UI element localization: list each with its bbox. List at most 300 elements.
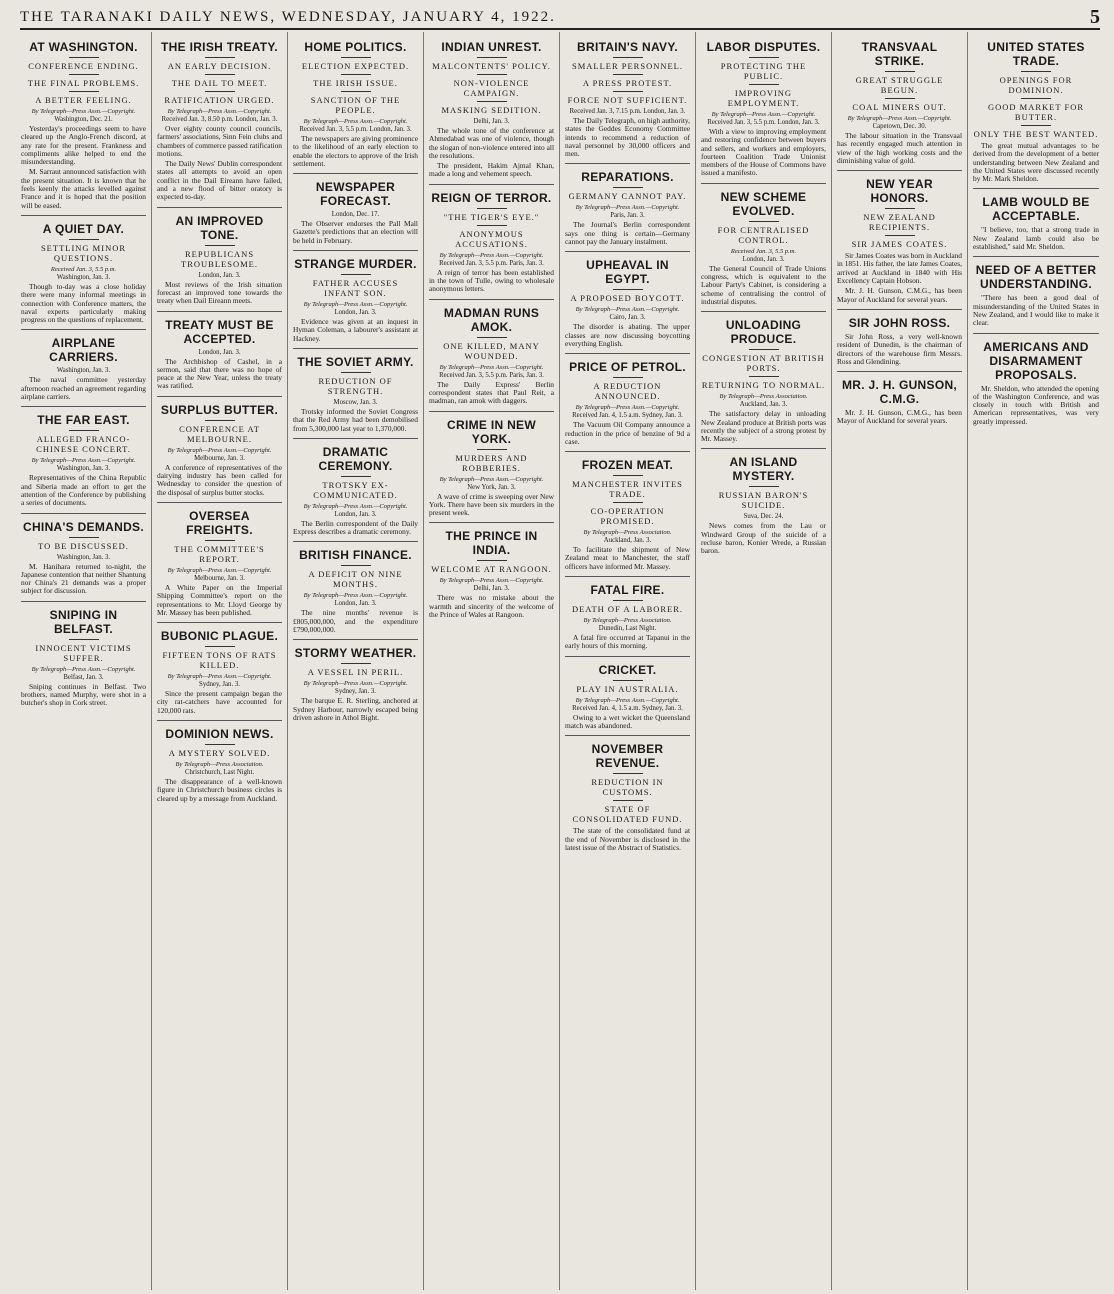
press-credit: By Telegraph—Press Assn.—Copyright. <box>575 404 680 412</box>
press-credit: By Telegraph—Press Assn.—Copyright. <box>167 108 272 115</box>
dateline: Auckland, Jan. 3. <box>603 537 652 545</box>
article-paragraph: Owing to a wet wicket the Queensland match was abandoned. <box>565 712 690 730</box>
article-headline: DOMINION NEWS. <box>165 727 274 742</box>
article-paragraph: Sir John Ross, a very well-known resident of Dunedin, is the chairman of directors of the warehouse firm Messrs. Ross and Glendining. <box>837 331 962 366</box>
divider <box>341 372 371 373</box>
divider <box>565 251 690 252</box>
press-credit: By Telegraph—Press Assn.—Copyright. <box>303 502 408 510</box>
article-headline: AN ISLAND MYSTERY. <box>729 455 798 484</box>
article-headline: BRITAIN'S NAVY. <box>577 40 678 54</box>
press-credit: By Telegraph—Press Assn.—Copyright. <box>439 363 544 371</box>
article-headline: REIGN OF TERROR. <box>431 190 552 205</box>
article-paragraph: The General Council of Trade Unions congress, which is equivalent to the Labour Party's Cabinet, is considering a scheme of centralising the control of industrial disputes. <box>701 263 826 306</box>
divider <box>429 184 554 185</box>
press-credit: By Telegraph—Press Association. <box>175 761 264 769</box>
article-paragraph: With a view to improving employment and restoring confidence between buyers and sellers, and workers and employers, fourteen Coalition Trade Unionist members of the House of Commons have issued a manifesto. <box>701 127 826 178</box>
columns <box>16 32 1104 1290</box>
article-subheading: RETURNING TO NORMAL. <box>701 380 826 391</box>
article-headline: BUBONIC PLAGUE. <box>160 629 279 644</box>
column-8 <box>968 32 1104 1290</box>
press-credit: By Telegraph—Press Assn.—Copyright. <box>31 108 136 115</box>
article-subheading: CONFERENCE ENDING. <box>28 61 139 71</box>
divider <box>613 680 643 681</box>
divider <box>749 486 779 487</box>
article-subheading: SMALLER PERSONNEL. <box>571 61 684 71</box>
divider <box>749 84 779 85</box>
dateline: Washington, Jan. 3. <box>56 273 111 281</box>
article-subheading: A VESSEL IN PERIL. <box>307 667 404 678</box>
column-6 <box>696 32 832 1290</box>
article <box>565 251 690 348</box>
divider <box>205 540 235 541</box>
article-subheading: GERMANY CANNOT PAY. <box>568 191 687 202</box>
divider <box>429 411 554 412</box>
divider <box>837 309 962 310</box>
article-subheading: MASKING SEDITION. <box>441 105 542 115</box>
press-credit: By Telegraph—Press Assn.—Copyright. <box>31 665 136 673</box>
article-paragraph: The Vacuum Oil Company announce a reduction in the price of benzine of 9d a case. <box>565 420 690 446</box>
article-subheading: "THE TIGER'S EYE." <box>443 211 540 222</box>
article-headline: THE IRISH TREATY. <box>161 40 278 54</box>
article-headline: HOME POLITICS. <box>304 40 407 54</box>
divider <box>613 377 643 378</box>
divider <box>749 376 779 377</box>
article-paragraph: A wave of crime is sweeping over New York. There have been six murders in the present week. <box>429 491 554 518</box>
article-subheading: AN EARLY DECISION. <box>167 61 272 71</box>
article-headline: THE SOVIET ARMY. <box>297 354 414 369</box>
article-subheading: OPENINGS FOR DOMINION. <box>999 75 1073 95</box>
dateline: Received Jan. 3, 5.5 p.m. London, Jan. 3. <box>707 119 820 126</box>
press-credit: By Telegraph—Press Assn.—Copyright. <box>167 566 272 574</box>
article-paragraph: The state of the consolidated fund at the end of November is disclosed in the latest issue of the Abstract of Statistics. <box>565 826 690 852</box>
divider <box>69 639 99 640</box>
article-headline: CHINA'S DEMANDS. <box>23 519 144 534</box>
article <box>429 184 554 294</box>
article-subheading: REDUCTION IN CUSTOMS. <box>591 777 664 798</box>
article <box>565 163 690 246</box>
article-paragraph: A White Paper on the Imperial Shipping Committee's report on the representations to Mr. Lloyd George by Mr. Massey has been published. <box>157 582 282 617</box>
divider <box>477 449 507 450</box>
article-paragraph: The Berlin correspondent of the Daily Express describes a dramatic ceremony. <box>293 518 418 537</box>
article-subheading: IMPROVING EMPLOYMENT. <box>727 88 800 108</box>
article-subheading: PLAY IN AUSTRALIA. <box>576 683 679 694</box>
dateline: Washington, Jan. 3. <box>56 367 111 375</box>
article-paragraph: Mr. Sheldon, who attended the opening of the Washington Conference, and was closely in touch with British and American representatives, was very greatly impressed. <box>973 383 1099 426</box>
article-headline: MR. J. H. GUNSON, C.M.G. <box>841 378 958 407</box>
article-paragraph: Sniping continues in Belfast. Two brothers, named Murphy, were shot in a butcher's shop in Cork street. <box>21 681 146 708</box>
divider <box>157 622 282 623</box>
dateline: Moscow, Jan. 3. <box>333 398 378 406</box>
dateline: Suva, Dec. 24. <box>743 513 784 521</box>
press-credit: By Telegraph—Press Association. <box>583 529 672 537</box>
press-credit: By Telegraph—Press Assn.—Copyright. <box>303 592 408 600</box>
divider <box>749 221 779 222</box>
divider <box>69 74 99 75</box>
article-paragraph: Sir James Coates was born in Auckland in 1851. His father, the late James Coates, arrived at Auckland in 1840 with His Excellency Captain Hobson. <box>837 251 963 286</box>
press-credit: By Telegraph—Press Association. <box>583 617 672 625</box>
divider <box>157 207 282 208</box>
article <box>429 411 554 518</box>
press-credit: By Telegraph—Press Assn.—Copyright. <box>303 118 408 125</box>
article <box>293 348 418 433</box>
article-headline: INDIAN UNREST. <box>441 40 542 54</box>
article-headline: DRAMATIC CEREMONY. <box>318 444 393 473</box>
article-subheading: GREAT STRUGGLE BEGUN. <box>855 75 944 95</box>
article-headline: BRITISH FINANCE. <box>299 548 412 563</box>
dateline: Delhi, Jan. 3. <box>473 585 510 593</box>
article-paragraph: To facilitate the shipment of New Zealand meat to Manchester, the staff officers have informed Mr. Massey. <box>565 545 690 571</box>
divider <box>701 311 826 312</box>
article <box>157 622 282 715</box>
article-paragraph: The great mutual advantages to be derived from the development of a better understanding between New Zealand and the United States were discussed recently by Mr. Mark Sheldon. <box>973 141 1099 184</box>
article-headline: CRICKET. <box>598 662 657 677</box>
masthead-title: THE TARANAKI DAILY NEWS, WEDNESDAY, JANUARY 4, 1922. <box>20 8 556 25</box>
dateline: London, Dec. 17. <box>331 211 380 219</box>
divider <box>613 475 643 476</box>
article <box>21 601 146 708</box>
divider <box>477 208 507 209</box>
press-credit: Received Jan. 3, 5.5 p.m. <box>730 247 797 255</box>
article-headline: NEWSPAPER FORECAST. <box>315 180 396 209</box>
article-subheading: INNOCENT VICTIMS SUFFER. <box>35 642 132 663</box>
divider <box>205 420 235 421</box>
article-headline: FATAL FIRE. <box>590 583 665 598</box>
article-subheading: STATE OF CONSOLIDATED FUND. <box>572 804 683 825</box>
article-headline: THE PRINCE IN INDIA. <box>445 529 538 558</box>
article-paragraph: A reign of terror has been established in the town of Tulle, owing to wholesale anonymous letters. <box>429 267 554 294</box>
divider <box>341 663 371 664</box>
article-headline: UNITED STATES TRADE. <box>987 40 1085 68</box>
article-subheading: PROTECTING THE PUBLIC. <box>720 61 807 81</box>
dateline: Belfast, Jan. 3. <box>63 673 104 681</box>
article <box>21 406 146 507</box>
article-headline: THE FAR EAST. <box>37 413 130 428</box>
article-subheading: FORCE NOT SUFFICIENT. <box>567 95 688 105</box>
article-subheading: ALLEGED FRANCO-CHINESE CONCERT. <box>36 434 131 455</box>
article-subheading: MALCONTENTS' POLICY. <box>432 61 551 71</box>
article <box>157 40 282 202</box>
article <box>293 438 418 537</box>
article <box>293 40 418 168</box>
dateline: Washington, Jan. 3. <box>56 553 111 561</box>
divider <box>341 565 371 566</box>
divider <box>565 576 690 577</box>
article-headline: NOVEMBER REVENUE. <box>591 742 664 771</box>
column-4 <box>424 32 560 1290</box>
article-subheading: MANCHESTER INVITES TRADE. <box>572 479 683 500</box>
column-3 <box>288 32 424 1290</box>
article-subheading: THE DAIL TO MEET. <box>171 78 268 88</box>
article <box>973 333 1099 426</box>
article-paragraph: The Daily Express' Berlin correspondent states that Paul Reit, a madman, ran amok with daggers. <box>429 379 554 406</box>
press-credit: By Telegraph—Press Assn.—Copyright. <box>303 680 408 688</box>
press-credit: By Telegraph—Press Association. <box>719 393 808 401</box>
article-subheading: SIR JAMES COATES. <box>851 239 948 250</box>
divider <box>341 74 371 75</box>
divider <box>205 646 235 647</box>
article-subheading: A BETTER FEELING. <box>35 95 132 105</box>
divider <box>477 337 507 338</box>
article-subheading: THE COMMITTEE'S REPORT. <box>174 543 265 564</box>
divider <box>293 541 418 542</box>
article-subheading: A REDUCTION ANNOUNCED. <box>593 381 662 402</box>
article-subheading: ONE KILLED, MANY WOUNDED. <box>443 340 540 361</box>
column-2 <box>152 32 288 1290</box>
article <box>565 353 690 446</box>
divider <box>21 215 146 216</box>
press-credit: By Telegraph—Press Assn.—Copyright. <box>439 251 544 259</box>
article-headline: MADMAN RUNS AMOK. <box>443 305 540 334</box>
press-credit: By Telegraph—Press Assn.—Copyright. <box>439 475 544 483</box>
dateline: Received Jan. 4, 1.5 a.m. Sydney, Jan. 3. <box>572 704 683 712</box>
article-headline: LAMB WOULD BE ACCEPTABLE. <box>982 195 1090 224</box>
divider <box>973 256 1099 257</box>
press-credit: By Telegraph—Press Assn.—Copyright. <box>847 115 952 122</box>
article-subheading: THE IRISH ISSUE. <box>313 78 398 88</box>
divider <box>565 735 690 736</box>
divider <box>837 371 962 372</box>
dateline: London, Jan. 3. <box>334 510 377 518</box>
divider <box>613 74 643 75</box>
divider <box>429 299 554 300</box>
divider <box>885 71 915 72</box>
article <box>429 299 554 406</box>
divider <box>613 187 643 188</box>
article-subheading: FIFTEEN TONS OF RATS KILLED. <box>162 650 277 671</box>
divider <box>613 91 643 92</box>
article <box>157 396 282 497</box>
article-headline: AN IMPROVED TONE. <box>175 213 264 242</box>
divider <box>613 57 643 58</box>
article-subheading: DEATH OF A LABORER. <box>571 604 684 615</box>
article <box>21 329 146 401</box>
dateline: New York, Jan. 3. <box>467 483 516 491</box>
article-subheading: ONLY THE BEST WANTED. <box>973 129 1099 139</box>
divider <box>293 639 418 640</box>
article-headline: CRIME IN NEW YORK. <box>447 417 536 446</box>
article-paragraph: The nine months' revenue is £805,000,000, and the expenditure £790,000,000. <box>293 608 418 635</box>
article <box>429 40 554 179</box>
article-subheading: ELECTION EXPECTED. <box>301 61 410 71</box>
press-credit: By Telegraph—Press Assn.—Copyright. <box>167 446 272 454</box>
divider <box>69 430 99 431</box>
divider <box>293 250 418 251</box>
article-paragraph: The barque E. R. Sterling, anchored at Sydney Harbour, narrowly escaped being driven ashore in Athol Bight. <box>293 696 418 722</box>
article-headline: UNLOADING PRODUCE. <box>725 318 802 347</box>
article-subheading: FOR CENTRALISED CONTROL. <box>717 224 810 245</box>
dateline: Cairo, Jan. 3. <box>609 314 646 322</box>
article-paragraph: Most reviews of the Irish situation forecast an improved tone towards the treaty when Dail Eireann meets. <box>157 279 282 306</box>
divider <box>613 800 643 801</box>
dateline: Received Jan. 3, 8.50 p.m. London, Jan. 3. <box>161 116 278 123</box>
article <box>701 311 826 443</box>
divider <box>69 239 99 240</box>
divider <box>293 348 418 349</box>
article-paragraph: M. Hanihara returned to-night, the Japanese contention that neither Shantung nor China's 21 demands was a proper subject for discussion. <box>21 561 146 596</box>
article-paragraph: The naval committee yesterday afternoon reached an agreement regarding airplane carriers. <box>21 375 146 402</box>
article-headline: AIRPLANE CARRIERS. <box>49 336 118 365</box>
article-paragraph: The Daily News' Dublin correspondent states all attempts to avoid an open conflict in the Dail Eireann have failed, and a new flood of bitter oratory is expected to-day. <box>157 159 282 202</box>
article-headline: AT WASHINGTON. <box>29 40 138 54</box>
article <box>565 735 690 852</box>
divider <box>749 57 779 58</box>
article-paragraph: The disappearance of a well-known figure in Christchurch business circles is cleared up by a message from Auckland. <box>157 777 282 803</box>
dateline: London, Jan. 3. <box>334 600 377 608</box>
divider <box>565 656 690 657</box>
article-headline: TRANSVAAL STRIKE. <box>861 40 938 68</box>
article-paragraph: A fatal fire occurred at Tapanui in the early hours of this morning. <box>565 633 690 651</box>
article-subheading: GOOD MARKET FOR BUTTER. <box>987 102 1085 122</box>
dateline: Melbourne, Jan. 3. <box>194 454 245 462</box>
article <box>565 451 690 571</box>
dateline: Melbourne, Jan. 3. <box>194 574 245 582</box>
divider <box>477 560 507 561</box>
dateline: Received Jan. 3, 5.5 p.m. Paris, Jan. 3. <box>439 259 544 267</box>
divider <box>205 245 235 246</box>
article-paragraph: Since the present campaign began the city rat-catchers have accounted for 120,000 rats. <box>157 689 282 715</box>
article <box>21 215 146 324</box>
divider <box>205 57 235 58</box>
article <box>293 250 418 343</box>
article <box>429 522 554 619</box>
divider <box>205 74 235 75</box>
dateline: Delhi, Jan. 3. <box>473 118 510 125</box>
divider <box>293 438 418 439</box>
article-paragraph: Evidence was given at an inquest in Hyman Coleman, a labourer's assistant at Hackney. <box>293 317 418 343</box>
article-headline: TREATY MUST BE ACCEPTED. <box>165 317 274 346</box>
divider <box>477 101 507 102</box>
article-paragraph: Representatives of the China Republic and Siberia made an effort to get the attention of the Conference by publishing a series of documents. <box>21 473 146 508</box>
divider <box>341 57 371 58</box>
divider <box>69 91 99 92</box>
article <box>293 173 418 245</box>
article-paragraph: The labour situation in the Transvaal has recently engaged much attention in view of the high working costs and the diminishing value of gold. <box>837 131 962 165</box>
divider <box>429 522 554 523</box>
dateline: London, Jan. 3. <box>334 309 377 317</box>
article-subheading: CONGESTION AT BRITISH PORTS. <box>702 353 825 374</box>
divider <box>613 289 643 290</box>
dateline: Sydney, Jan. 3. <box>199 681 240 689</box>
article <box>565 576 690 651</box>
divider <box>885 235 915 236</box>
divider <box>613 773 643 774</box>
dateline: Paris, Jan. 3. <box>610 212 645 220</box>
divider <box>701 183 826 184</box>
article-subheading: REDUCTION OF STRENGTH. <box>318 375 393 396</box>
divider <box>157 311 282 312</box>
article-paragraph: The newspapers are giving prominence to the likelihood of an early election to enable the electors to approve of the Irish settlement. <box>293 134 418 168</box>
divider <box>973 188 1099 189</box>
article <box>157 311 282 391</box>
article-subheading: NON-VIOLENCE CAMPAIGN. <box>453 78 530 98</box>
divider <box>21 601 146 602</box>
divider <box>613 600 643 601</box>
article <box>837 170 962 304</box>
article-subheading: RATIFICATION URGED. <box>164 95 275 105</box>
article-subheading: SANCTION OF THE PEOPLE. <box>310 95 401 115</box>
article-headline: SIR JOHN ROSS. <box>848 315 951 330</box>
press-credit: By Telegraph—Press Assn.—Copyright. <box>575 204 680 212</box>
article-headline: UPHEAVAL IN EGYPT. <box>586 258 669 287</box>
article-subheading: RUSSIAN BARON'S SUICIDE. <box>718 490 809 511</box>
article <box>973 188 1099 251</box>
article-subheading: A DEFICIT ON NINE MONTHS. <box>308 569 403 590</box>
article-subheading: COAL MINERS OUT. <box>852 102 947 112</box>
article-headline: PRICE OF PETROL. <box>569 360 686 375</box>
article <box>837 40 962 165</box>
article <box>21 40 146 210</box>
divider <box>341 274 371 275</box>
article-paragraph: Trotsky informed the Soviet Congress that the Red Army had been demobilised from 5,300,000 last year to 1,370,000. <box>293 406 418 433</box>
article-subheading: FATHER ACCUSES INFANT SON. <box>312 278 399 299</box>
dateline: Capetown, Dec. 30. <box>872 123 927 130</box>
divider <box>973 333 1099 334</box>
article-paragraph: The Observer endorses the Pall Mall Gazette's predictions that an election will be held in February. <box>293 219 418 245</box>
article-paragraph: A conference of representatives of the dairying industry has been called for Wednesday to consider the question of the disposal of surplus butter stocks. <box>157 462 282 497</box>
dateline: London, Jan. 3. <box>198 271 241 279</box>
column-7 <box>832 32 968 1290</box>
divider <box>341 476 371 477</box>
article-subheading: TO BE DISCUSSED. <box>38 540 129 551</box>
divider <box>157 396 282 397</box>
divider <box>565 163 690 164</box>
divider <box>21 513 146 514</box>
divider <box>1021 71 1051 72</box>
divider <box>885 98 915 99</box>
divider <box>69 57 99 58</box>
dateline: Received Jan. 3, 7.15 p.m. London, Jan. 3. <box>569 108 686 115</box>
article-headline: NEED OF A BETTER UNDERSTANDING. <box>975 263 1097 292</box>
press-credit: By Telegraph—Press Assn.—Copyright. <box>575 306 680 314</box>
article-subheading: CO-OPERATION PROMISED. <box>590 506 665 527</box>
article-headline: NEW YEAR HONORS. <box>866 177 933 206</box>
article-subheading: MURDERS AND ROBBERIES. <box>455 452 528 473</box>
article-headline: AMERICANS AND DISARMAMENT PROPOSALS. <box>983 339 1089 382</box>
article-headline: STRANGE MURDER. <box>294 257 417 272</box>
article-subheading: A PRESS PROTEST. <box>582 78 673 88</box>
article-subheading: THE FINAL PROBLEMS. <box>27 78 140 88</box>
article <box>565 656 690 731</box>
article-paragraph: Though to-day was a close holiday there were many informal meetings in connection with Conference matters, the naval experts particularly making progress on the questions of replacement. <box>21 281 146 325</box>
article-paragraph: The president, Hakim Ajmal Khan, made a long and vehement speech. <box>429 161 554 179</box>
press-credit: By Telegraph—Press Assn.—Copyright. <box>167 673 272 681</box>
article-paragraph: The disorder is abating. The upper classes are now discussing boycotting everything English. <box>565 322 690 348</box>
article-paragraph: The satisfactory delay in unloading New Zealand produce at British ports was recently the subject of a strong protest by Mr. Massey. <box>701 409 826 444</box>
article-subheading: NEW ZEALAND RECIPIENTS. <box>863 212 936 233</box>
divider <box>477 57 507 58</box>
divider <box>701 448 826 449</box>
article-subheading: REPUBLICANS TROUBLESOME. <box>181 248 258 269</box>
divider <box>477 225 507 226</box>
article <box>157 720 282 803</box>
divider <box>885 208 915 209</box>
article <box>973 40 1099 183</box>
article <box>837 309 962 366</box>
divider <box>21 329 146 330</box>
dateline: Sydney, Jan. 3. <box>335 688 376 696</box>
divider <box>477 74 507 75</box>
article-headline: SURPLUS BUTTER. <box>160 402 279 417</box>
article-paragraph: M. Sarraut announced satisfaction with the present situation. It is known that he feels keenly the attacks levelled against France and it is hoped that the position will be eased. <box>21 167 146 210</box>
article-headline: REPARATIONS. <box>581 170 674 185</box>
divider <box>157 502 282 503</box>
divider <box>837 170 962 171</box>
article-subheading: ANONYMOUS ACCUSATIONS. <box>455 228 528 249</box>
press-credit: By Telegraph—Press Assn.—Copyright. <box>575 696 680 704</box>
divider <box>1021 98 1051 99</box>
dateline: Auckland, Jan. 3. <box>739 401 788 409</box>
article-headline: LABOR DISPUTES. <box>706 40 821 54</box>
